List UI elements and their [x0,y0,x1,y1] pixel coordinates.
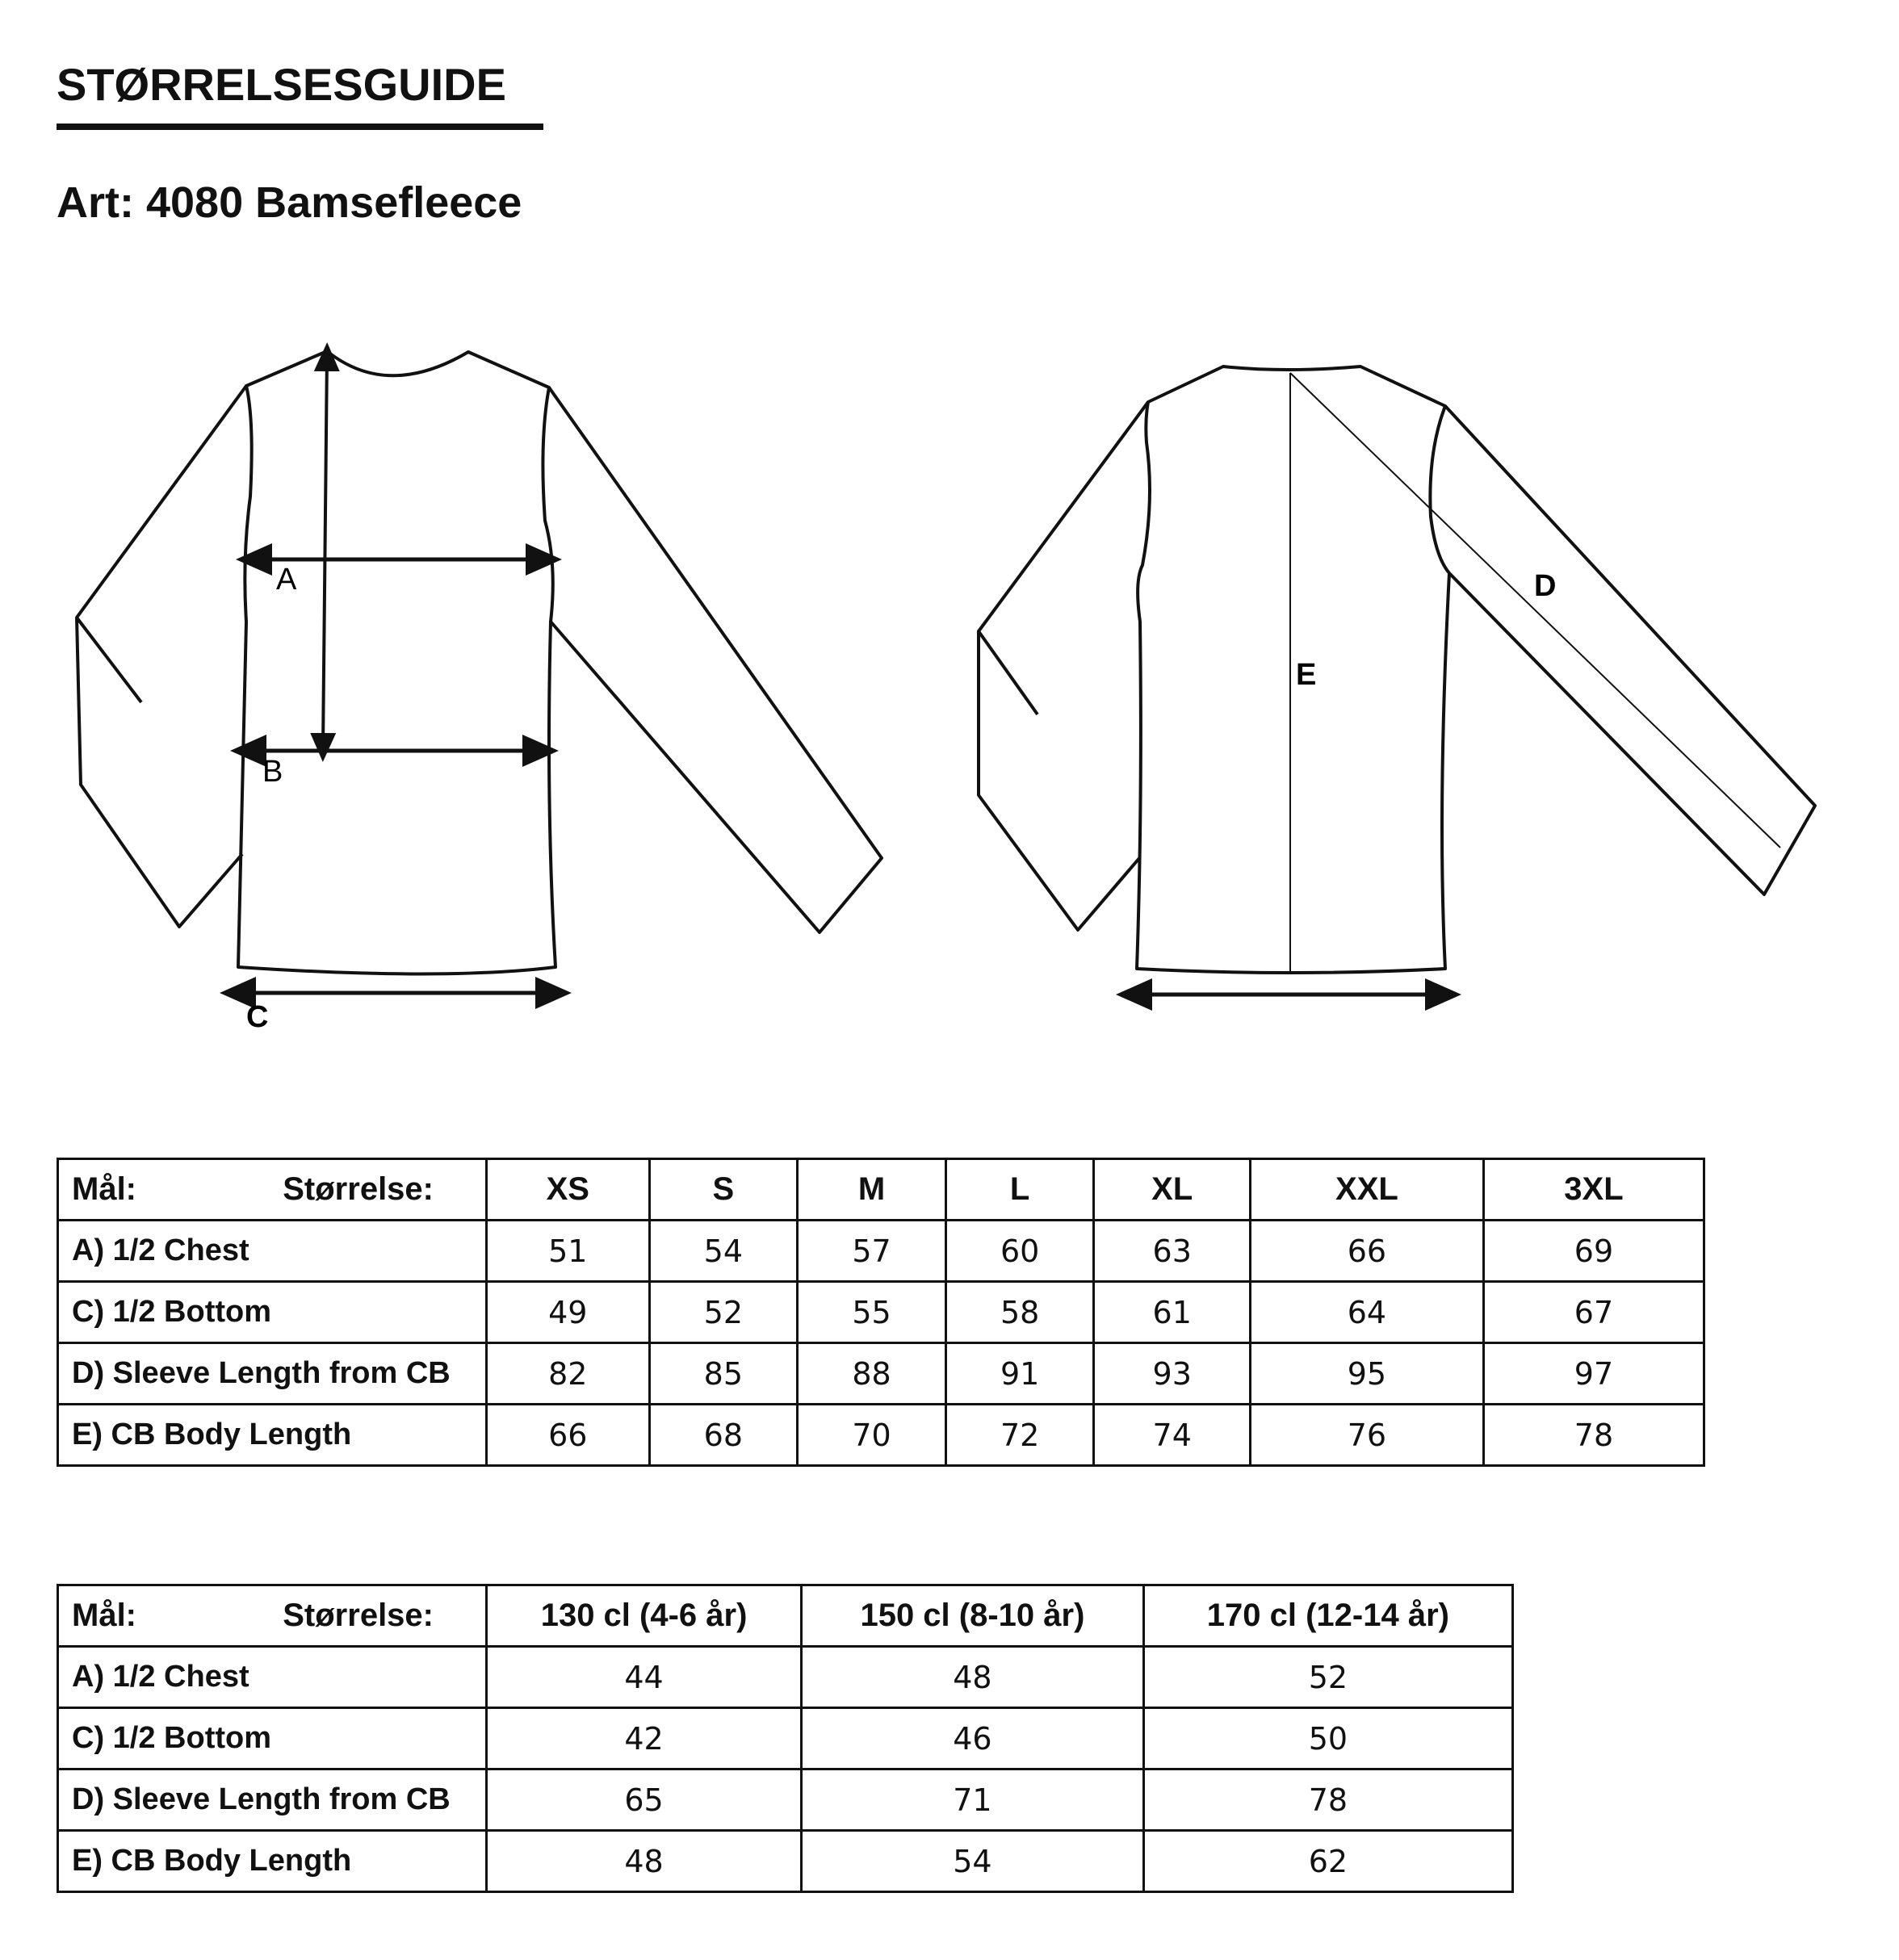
table-cell: 62 [1143,1831,1512,1892]
front-right-sleeve [549,387,882,932]
table-cell: 85 [649,1343,798,1405]
table-header-row [58,1159,1704,1221]
table-cell: 70 [798,1405,946,1466]
header-cell [58,1585,487,1647]
table-cell: 69 [1483,1221,1704,1282]
table-cell: 42 [487,1708,802,1769]
table-cell: 97 [1483,1343,1704,1405]
size-header: M [798,1159,946,1221]
label-e: E [1296,658,1317,692]
header-size: Størrelse: [283,1171,434,1207]
table-cell: 48 [802,1647,1144,1708]
table-cell: 74 [1094,1405,1251,1466]
size-header: XL [1094,1159,1251,1221]
table-cell: 51 [487,1221,650,1282]
table-cell: 44 [487,1647,802,1708]
front-view-sketch [77,351,882,993]
table-cell: 48 [487,1831,802,1892]
table-cell: 71 [802,1769,1144,1831]
row-label: D) Sleeve Length from CB [58,1343,487,1405]
table-row [58,1647,1513,1708]
header-size: Størrelse: [283,1598,434,1633]
table-header-row [58,1585,1513,1647]
table-cell: 88 [798,1343,946,1405]
front-left-cuff [77,618,141,702]
page-title: STØRRELSESGUIDE [57,59,506,110]
label-c: C [246,1000,269,1034]
back-left-cuff [979,631,1038,714]
table-row [58,1405,1704,1466]
table-cell: 91 [945,1343,1094,1405]
table-cell: 72 [945,1405,1094,1466]
table-cell: 93 [1094,1343,1251,1405]
label-b: B [262,755,283,789]
row-label: C) 1/2 Bottom [58,1282,487,1343]
table-cell: 52 [649,1282,798,1343]
size-header: XXL [1250,1159,1483,1221]
back-body-outline [1137,366,1449,973]
table-row [58,1831,1513,1892]
row-label: E) CB Body Length [58,1405,487,1466]
title-underline [57,124,543,130]
article-subtitle: Art: 4080 Bamsefleece [57,178,522,227]
size-header: 130 cl (4-6 år) [487,1585,802,1647]
size-header: 3XL [1483,1159,1704,1221]
header-measure: Mål: [72,1171,136,1207]
size-header: L [945,1159,1094,1221]
table-cell: 65 [487,1769,802,1831]
table-cell: 78 [1483,1405,1704,1466]
table-cell: 78 [1143,1769,1512,1831]
label-d: D [1534,569,1557,603]
back-right-sleeve [1445,406,1815,894]
table-row [58,1282,1704,1343]
row-label: D) Sleeve Length from CB [58,1769,487,1831]
table-cell: 55 [798,1282,946,1343]
table-cell: 82 [487,1343,650,1405]
back-view-sketch [979,366,1815,995]
row-label: A) 1/2 Chest [58,1647,487,1708]
table-cell: 66 [1250,1221,1483,1282]
header-cell [58,1159,487,1221]
row-label: E) CB Body Length [58,1831,487,1892]
measure-d-line [1290,373,1780,848]
size-header: 150 cl (8-10 år) [802,1585,1144,1647]
row-label: C) 1/2 Bottom [58,1708,487,1769]
table-cell: 46 [802,1708,1144,1769]
vertical-measure-line [323,355,327,749]
table-cell: 54 [649,1221,798,1282]
table-cell: 76 [1250,1405,1483,1466]
header-measure: Mål: [72,1598,136,1633]
front-left-sleeve [77,386,246,927]
table-row [58,1708,1513,1769]
table-cell: 66 [487,1405,650,1466]
table-cell: 49 [487,1282,650,1343]
table-cell: 57 [798,1221,946,1282]
table-cell: 64 [1250,1282,1483,1343]
table-cell: 50 [1143,1708,1512,1769]
size-header: XS [487,1159,650,1221]
table-cell: 95 [1250,1343,1483,1405]
front-body-outline [238,351,555,974]
table-row [58,1343,1704,1405]
table-cell: 58 [945,1282,1094,1343]
table-cell: 63 [1094,1221,1251,1282]
table-row [58,1221,1704,1282]
table-cell: 61 [1094,1282,1251,1343]
table-row [58,1769,1513,1831]
size-header: S [649,1159,798,1221]
garment-measurement-diagram [0,323,1899,1049]
table-cell: 60 [945,1221,1094,1282]
table-cell: 54 [802,1831,1144,1892]
table-cell: 52 [1143,1647,1512,1708]
table-cell: 67 [1483,1282,1704,1343]
table-cell: 68 [649,1405,798,1466]
size-header: 170 cl (12-14 år) [1143,1585,1512,1647]
label-a: A [276,563,297,597]
adult-size-table [57,1158,1705,1467]
row-label: A) 1/2 Chest [58,1221,487,1282]
kids-size-table [57,1584,1514,1893]
